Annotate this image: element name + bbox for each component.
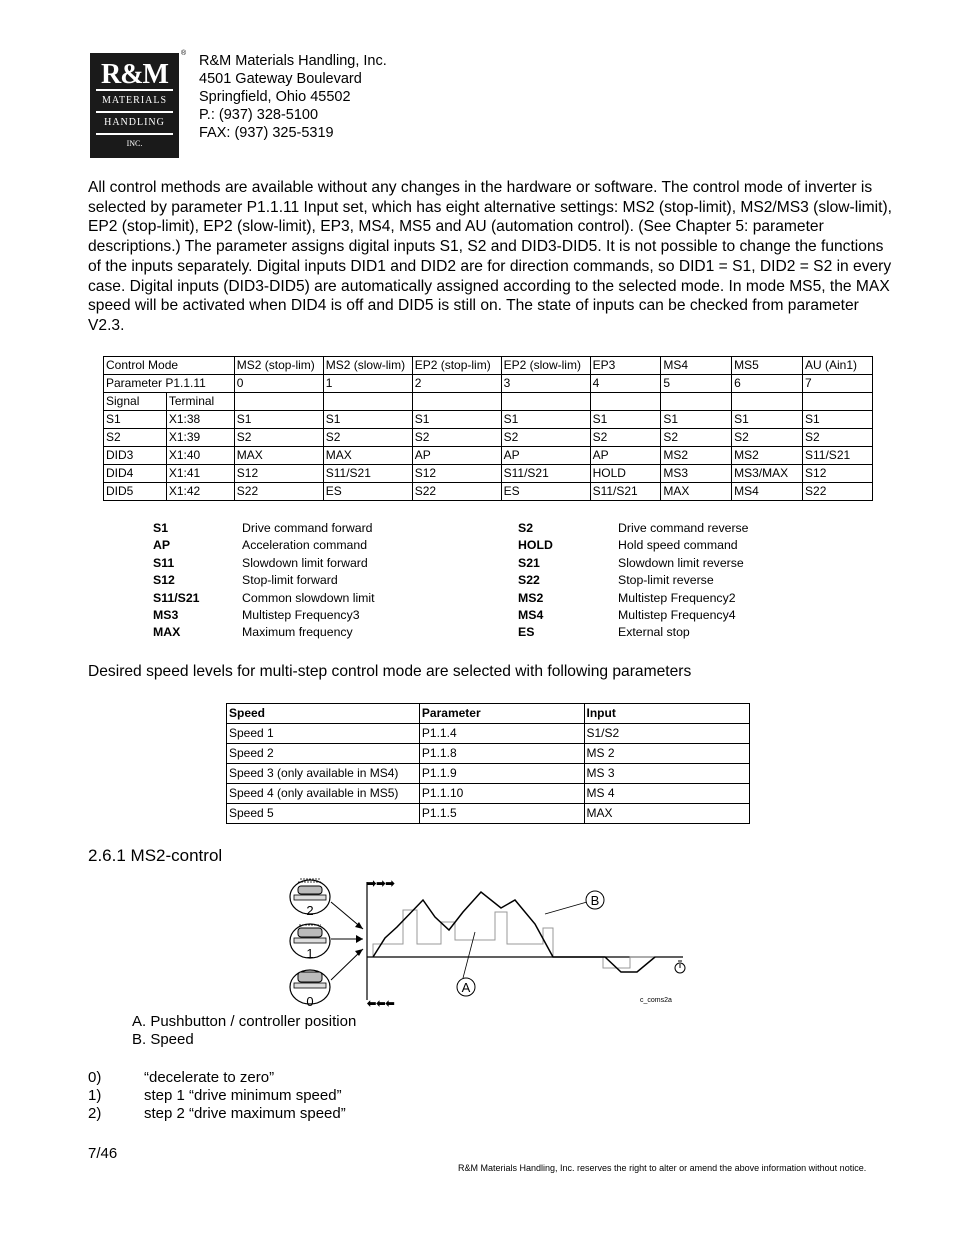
table-cell: S1: [234, 411, 323, 429]
step-text: step 1 “drive minimum speed”: [144, 1087, 342, 1104]
legend-desc: Hold speed command: [618, 538, 738, 553]
table-cell: S2: [234, 429, 323, 447]
table-cell: S1/S2: [584, 724, 750, 744]
table-cell: [732, 393, 803, 411]
legend-desc: Stop-limit forward: [242, 573, 338, 588]
table-cell: AP: [501, 447, 590, 465]
company-logo: [90, 53, 179, 158]
figure-code: c_coms2a: [640, 997, 672, 1004]
address-line: 4501 Gateway Boulevard: [199, 71, 362, 87]
table-cell: S11/S21: [323, 465, 412, 483]
table-row: [227, 724, 750, 744]
table-cell: EP3: [590, 357, 661, 375]
table-cell: S12: [234, 465, 323, 483]
table-cell: X1:40: [166, 447, 234, 465]
table-cell: Speed 2: [227, 744, 420, 764]
legend-key: MAX: [153, 625, 181, 640]
table-cell: MS4: [661, 357, 732, 375]
registered-mark: ®: [181, 50, 187, 57]
legend-key: S1: [153, 521, 169, 535]
table-cell: EP2 (slow-lim): [501, 357, 590, 375]
table-cell: P1.1.8: [419, 744, 584, 764]
table-cell: 4: [590, 375, 661, 393]
step-number: 2): [88, 1105, 102, 1122]
note-line: B. Speed: [132, 1031, 194, 1048]
legend-key: ES: [518, 625, 535, 640]
table-cell: MS 2: [584, 744, 750, 764]
logo-line-handling: HANDLING: [104, 117, 165, 128]
table-cell: MS2: [661, 447, 732, 465]
step-text: “decelerate to zero”: [144, 1069, 275, 1086]
table-cell: MS2 (stop-lim): [234, 357, 323, 375]
logo-text: R&M: [101, 59, 168, 90]
table-cell: S1: [803, 411, 873, 429]
legend-desc: Slowdown limit reverse: [618, 555, 744, 570]
table-cell: S2: [501, 429, 590, 447]
diagram-notes: [132, 1013, 356, 1049]
legend-desc: Multistep Frequency4: [618, 607, 736, 622]
table-cell: S22: [412, 483, 501, 501]
button-label-2: 2: [306, 903, 314, 918]
table-cell: [412, 393, 501, 411]
table-cell: MS5: [732, 357, 803, 375]
table-cell: [323, 393, 412, 411]
legend-desc: Multistep Frequency2: [618, 590, 736, 605]
table-cell: S12: [412, 465, 501, 483]
legend-desc: Drive command reverse: [618, 521, 749, 535]
forward-arrows-icon: ➡➡➡: [367, 878, 395, 890]
legend-key: AP: [153, 538, 171, 553]
table-cell: S1: [501, 411, 590, 429]
control-mode-table: [103, 356, 873, 501]
table-cell: X1:38: [166, 411, 234, 429]
table-row: [104, 483, 873, 501]
table-cell: MS 4: [584, 784, 750, 804]
legend-key: MS2: [518, 590, 544, 605]
callout-a: A: [461, 980, 471, 995]
table-cell: [590, 393, 661, 411]
table-cell: X1:42: [166, 483, 234, 501]
table-cell: Speed 5: [227, 804, 420, 824]
legend-key: S11: [153, 555, 175, 570]
table-cell: MS2: [732, 447, 803, 465]
table-cell: ES: [501, 483, 590, 501]
table-row: [227, 784, 750, 804]
table-cell: [803, 393, 873, 411]
table-row: [104, 465, 873, 483]
legend-desc: Maximum frequency: [242, 625, 353, 640]
table-cell: AU (Ain1): [803, 357, 873, 375]
page-number: 7/46: [88, 1145, 118, 1162]
table-cell: S1: [732, 411, 803, 429]
table-cell: S2: [412, 429, 501, 447]
table-row: [104, 447, 873, 465]
address-line: Springfield, Ohio 45502: [199, 89, 351, 105]
reverse-arrows-icon: ⬅⬅⬅: [367, 998, 395, 1010]
step-number: 1): [88, 1087, 102, 1104]
legend-key: HOLD: [518, 538, 553, 553]
legend-key: S12: [153, 573, 175, 588]
table-cell: S11/S21: [803, 447, 873, 465]
legend-key: MS3: [153, 607, 179, 622]
table-cell: S22: [803, 483, 873, 501]
table-cell: S11/S21: [501, 465, 590, 483]
table-cell: 6: [732, 375, 803, 393]
table-cell: EP2 (stop-lim): [412, 357, 501, 375]
legend-desc: Common slowdown limit: [242, 590, 375, 605]
table-cell: 3: [501, 375, 590, 393]
table-cell: S2: [104, 429, 167, 447]
legend-key: S2: [518, 521, 534, 535]
table-cell: Control Mode: [104, 357, 235, 375]
table-cell: DID3: [104, 447, 167, 465]
table-cell: MS4: [732, 483, 803, 501]
legend-desc: Drive command forward: [242, 521, 373, 535]
table-cell: S1: [590, 411, 661, 429]
table-cell: MS 3: [584, 764, 750, 784]
table-cell: S1: [661, 411, 732, 429]
table-cell: [501, 393, 590, 411]
button-label-1: 1: [306, 946, 314, 961]
table-cell: S22: [234, 483, 323, 501]
legend-desc: Multistep Frequency3: [242, 607, 360, 622]
note-line: A. Pushbutton / controller position: [132, 1013, 357, 1030]
table-cell: MAX: [323, 447, 412, 465]
table-cell: [234, 393, 323, 411]
table-cell: 0: [234, 375, 323, 393]
table-cell: X1:41: [166, 465, 234, 483]
footer-disclaimer: R&M Materials Handling, Inc. reserves the right to alter or amend the above information without notice.: [458, 1163, 867, 1173]
table-cell: Speed 4 (only available in MS5): [227, 784, 420, 804]
table-cell: P1.1.9: [419, 764, 584, 784]
legend-key: MS4: [518, 607, 544, 622]
table-cell: S1: [323, 411, 412, 429]
table-row: [227, 764, 750, 784]
callout-b: B: [590, 893, 600, 908]
legend-desc: External stop: [618, 625, 690, 640]
legend-key: S21: [518, 555, 540, 570]
table-row: [227, 804, 750, 824]
table-cell: P1.1.4: [419, 724, 584, 744]
table-cell: 1: [323, 375, 412, 393]
table-cell: P1.1.10: [419, 784, 584, 804]
table-cell: 2: [412, 375, 501, 393]
speed-intro-text: Desired speed levels for multi-step control mode are selected with following parameters: [88, 663, 692, 680]
table-cell: S2: [732, 429, 803, 447]
table-cell: X1:39: [166, 429, 234, 447]
column-header: Input: [584, 704, 750, 724]
table-cell: [661, 393, 732, 411]
table-cell: Signal: [104, 393, 167, 411]
table-cell: DID4: [104, 465, 167, 483]
table-cell: Parameter P1.1.11: [104, 375, 235, 393]
table-cell: S12: [803, 465, 873, 483]
table-row: [227, 744, 750, 764]
company-address: [199, 52, 387, 142]
speed-table: [226, 703, 750, 824]
step-text: step 2 “drive maximum speed”: [144, 1105, 346, 1122]
table-cell: S2: [323, 429, 412, 447]
stopwatch-icon: [675, 961, 685, 973]
legend-key: S11/S21: [153, 590, 200, 605]
legend-key: S22: [518, 573, 540, 588]
address-line: FAX: (937) 325-5319: [199, 125, 334, 141]
step-number: 0): [88, 1069, 102, 1086]
table-cell: 7: [803, 375, 873, 393]
address-line: P.: (937) 328-5100: [199, 107, 319, 123]
table-cell: MAX: [234, 447, 323, 465]
legend-desc: Stop-limit reverse: [618, 573, 714, 588]
ms2-control-diagram: [285, 872, 695, 1010]
table-cell: S2: [803, 429, 873, 447]
legend-desc: Slowdown limit forward: [242, 555, 368, 570]
table-cell: MAX: [584, 804, 750, 824]
intro-paragraph: All control methods are available without any changes in the hardware or software. The control mode of inverter is selected by parameter P1.1.11 Input set, which has eight alternative settings: MS2 (stop-limit), MS2/MS3 (slow-limit), EP2 (stop-limit), EP2 (slow-limit), EP3, MS4, MS5 and AU (automation control). (See Chapter 5: parameter descriptions.) The parameter assigns digital inputs S1, S2 and DID3-DID5. It is not possible to change the functions of the inputs separately. Digital inputs DID1 and DID2 are for direction commands, so DID1 = S1, DID2 = S2 in every case. Digital inputs (DID3-DID5) are automatically assigned according to the selected mode. In mode MS5, the MAX speed will be activated when DID4 is off and DID5 is still on. The state of inputs can be checked from parameter V2.3.: [88, 179, 892, 334]
table-cell: MAX: [661, 483, 732, 501]
table-cell: AP: [412, 447, 501, 465]
legend-desc: Acceleration command: [242, 538, 368, 553]
table-row: [104, 411, 873, 429]
table-row: [104, 375, 873, 393]
button-label-0: 0: [306, 994, 314, 1009]
logo-line-materials: MATERIALS: [101, 95, 168, 106]
table-cell: DID5: [104, 483, 167, 501]
table-cell: S2: [661, 429, 732, 447]
table-cell: ES: [323, 483, 412, 501]
table-cell: MS3: [661, 465, 732, 483]
column-header: Speed: [227, 704, 420, 724]
table-cell: MS3/MAX: [732, 465, 803, 483]
table-cell: P1.1.5: [419, 804, 584, 824]
table-cell: S2: [590, 429, 661, 447]
column-header: Parameter: [419, 704, 584, 724]
table-row: [104, 357, 873, 375]
table-cell: Speed 3 (only available in MS4): [227, 764, 420, 784]
table-row: [104, 429, 873, 447]
table-cell: S1: [104, 411, 167, 429]
table-cell: AP: [590, 447, 661, 465]
table-cell: 5: [661, 375, 732, 393]
table-cell: MS2 (slow-lim): [323, 357, 412, 375]
logo-line-inc: INC.: [126, 139, 143, 148]
table-cell: S1: [412, 411, 501, 429]
section-heading: 2.6.1 MS2-control: [88, 846, 223, 865]
table-row: [104, 393, 873, 411]
table-cell: Speed 1: [227, 724, 420, 744]
table-cell: HOLD: [590, 465, 661, 483]
table-cell: Terminal: [166, 393, 234, 411]
table-header-row: [227, 704, 750, 724]
table-cell: S11/S21: [590, 483, 661, 501]
address-line: R&M Materials Handling, Inc.: [199, 53, 387, 69]
